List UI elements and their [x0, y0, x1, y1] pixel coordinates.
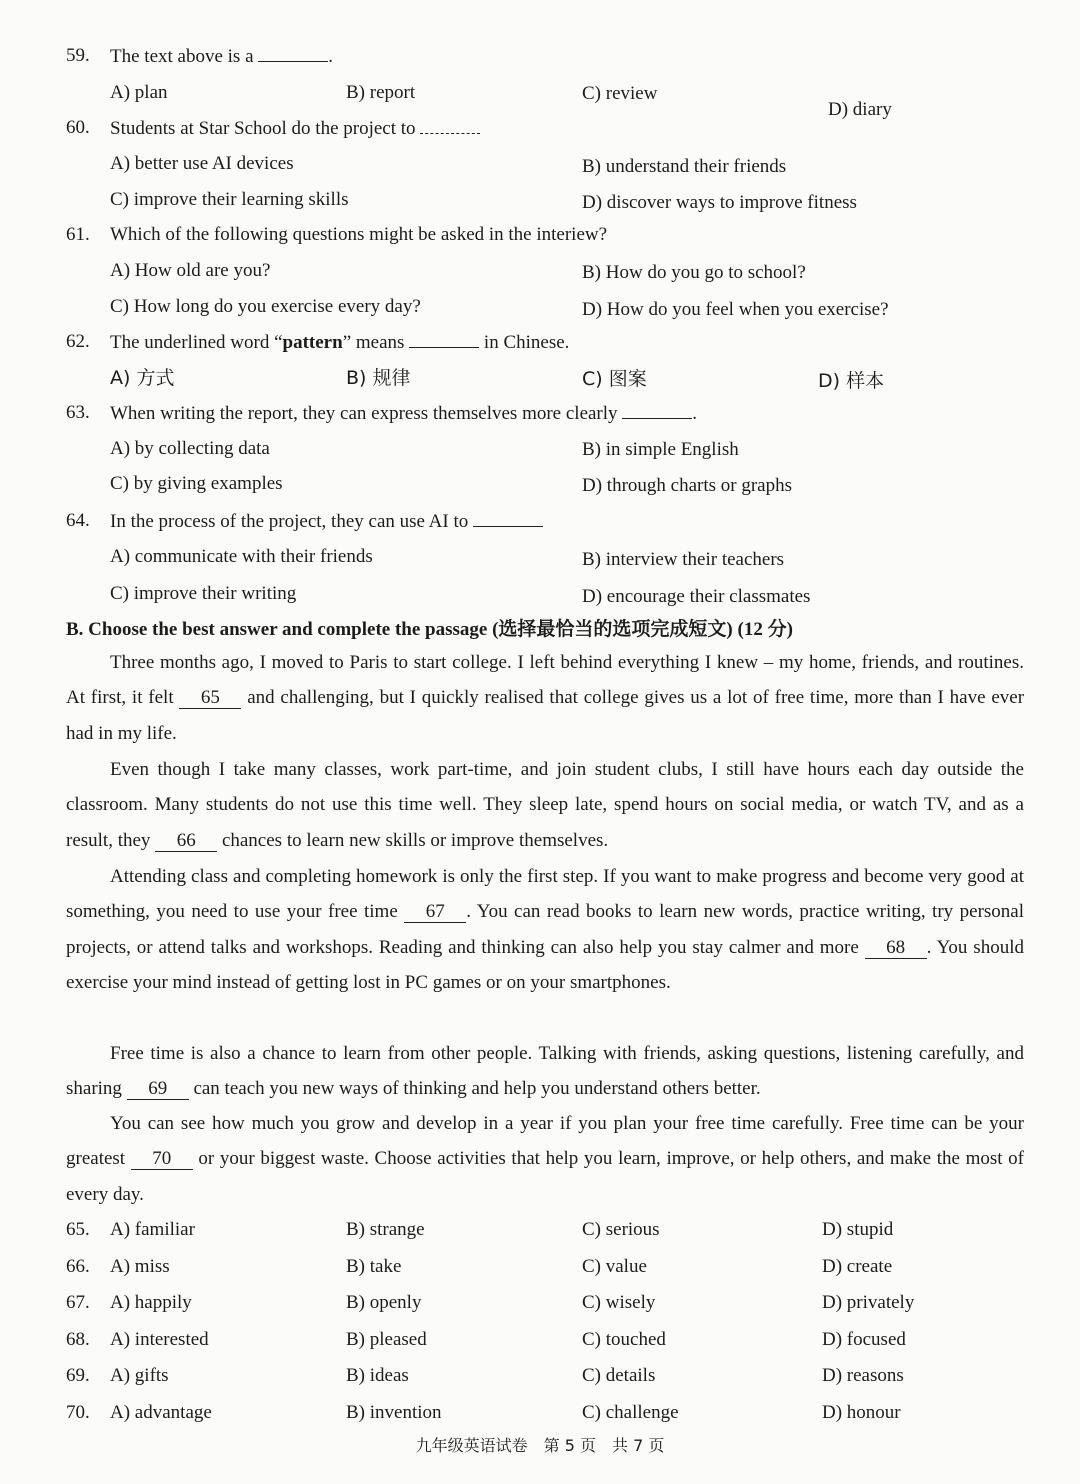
question-number: 60.	[66, 117, 90, 138]
option: C) serious	[582, 1219, 660, 1240]
passage-paragraph: You can see how much you grow and develop in a year if you plan your free time carefully. Free time can be your greatest 70 or your biggest waste. Choose activities that help you learn, improve, or help others, and make the most of every day.	[66, 1113, 1025, 1205]
option: B) report	[346, 82, 416, 103]
underlined-word: pattern	[282, 332, 343, 353]
option: A) advantage	[110, 1402, 212, 1423]
question-number: 59.	[66, 45, 90, 66]
blank-69: 69	[127, 1079, 189, 1100]
answer-blank	[473, 508, 543, 527]
blank-66: 66	[155, 831, 217, 852]
blank-67: 67	[404, 902, 466, 923]
option: D) diary	[828, 99, 892, 120]
option: D) discover ways to improve fitness	[582, 192, 857, 213]
question-number: 63.	[66, 402, 90, 423]
question-number: 62.	[66, 331, 90, 352]
option: A) interested	[110, 1329, 209, 1350]
section-b-heading: B. Choose the best answer and complete the passage (选择最恰当的选项完成短文) (12 分)	[66, 619, 793, 640]
question-text: Students at Star School do the project to	[110, 118, 416, 139]
option: A) happily	[110, 1292, 192, 1313]
question-suffix: in Chinese.	[483, 332, 570, 353]
option: B) openly	[346, 1292, 422, 1313]
question-text: When writing the report, they can express themselves more clearly	[110, 403, 618, 424]
option: D) stupid	[822, 1219, 894, 1240]
answer-blank	[622, 400, 692, 419]
answer-blank	[258, 43, 328, 62]
blank-70: 70	[131, 1149, 193, 1170]
question-number: 66.	[66, 1256, 90, 1277]
option: A) familiar	[110, 1219, 195, 1240]
passage-paragraph: Even though I take many classes, work part-time, and join student clubs, I still have hours each day outside the classroom. Many students do not use this time well. They sleep late, spend hours on social media, or watch TV, and as a result, they 66 chances to learn new skills or improve themselves.	[66, 759, 1024, 851]
option: A) How old are you?	[110, 260, 271, 281]
question-number: 65.	[66, 1219, 90, 1240]
option: D) create	[822, 1256, 893, 1277]
option: B) pleased	[346, 1329, 427, 1350]
question-text: The text above is a	[110, 46, 254, 67]
question-suffix: .	[328, 46, 334, 67]
option: D) reasons	[822, 1365, 904, 1386]
option: C) details	[582, 1365, 656, 1386]
option: A) communicate with their friends	[110, 546, 373, 567]
option: B) strange	[346, 1219, 425, 1240]
option: C) wisely	[582, 1292, 656, 1313]
option: B) How do you go to school?	[582, 262, 806, 283]
question-number: 64.	[66, 510, 90, 531]
option: D) honour	[822, 1402, 901, 1423]
question-text: ” means	[342, 332, 405, 353]
question-number: 61.	[66, 224, 90, 245]
option: C) touched	[582, 1329, 666, 1350]
option: C) by giving examples	[110, 473, 283, 494]
question-text: The underlined word “	[110, 332, 283, 353]
question-number: 70.	[66, 1402, 90, 1423]
option: B) 规律	[346, 367, 411, 389]
passage-paragraph: Free time is also a chance to learn from other people. Talking with friends, asking questions, listening carefully, and sharing 69 can teach you new ways of thinking and help you understand others better.	[66, 1043, 1024, 1100]
passage-paragraph: Three months ago, I moved to Paris to start college. I left behind everything I knew – my home, friends, and routines. At first, it felt 65 and challenging, but I quickly realised that college gives us a lot of free time, more than I have ever had in my life.	[66, 652, 1025, 744]
option: C) improve their writing	[110, 583, 297, 604]
answer-blank	[409, 329, 479, 348]
option: C) 图案	[582, 368, 647, 390]
option: D) focused	[822, 1329, 906, 1350]
question-text: In the process of the project, they can use AI to	[110, 511, 469, 532]
option: A) miss	[110, 1256, 170, 1277]
option: D) 样本	[818, 370, 885, 392]
question-number: 69.	[66, 1365, 90, 1386]
question-suffix: .	[692, 403, 698, 424]
option: B) in simple English	[582, 439, 739, 460]
option: D) through charts or graphs	[582, 475, 793, 496]
option: C) challenge	[582, 1402, 679, 1423]
option: B) ideas	[346, 1365, 409, 1386]
blank-68: 68	[865, 938, 927, 959]
option: A) plan	[110, 82, 168, 103]
option: A) 方式	[110, 367, 175, 389]
option: D) privately	[822, 1292, 915, 1313]
option: C) How long do you exercise every day?	[110, 296, 421, 317]
option: C) review	[582, 83, 658, 104]
option: A) by collecting data	[110, 438, 270, 459]
option: C) improve their learning skills	[110, 189, 349, 210]
blank-65: 65	[179, 688, 241, 709]
option: B) invention	[346, 1402, 442, 1423]
option: D) encourage their classmates	[582, 586, 811, 607]
passage-paragraph: Attending class and completing homework is only the first step. If you want to make progress and become very good at something, you need to use your free time 67 . You can read books to learn new words, practice writing, try personal projects, or attend talks and workshops. Reading and thinking can also help you stay calmer and more 68 . You should exercise your mind instead of getting lost in PC games or on your smartphones.	[66, 866, 1024, 993]
question-number: 67.	[66, 1292, 90, 1313]
page-footer: 九年级英语试卷 第 5 页 共 7 页	[415, 1436, 665, 1455]
option: B) interview their teachers	[582, 549, 785, 570]
option: B) take	[346, 1256, 402, 1277]
option: C) value	[582, 1256, 647, 1277]
answer-blank	[420, 115, 480, 134]
question-text: Which of the following questions might be asked in the interiew?	[110, 224, 608, 245]
option: B) understand their friends	[582, 156, 787, 177]
question-number: 68.	[66, 1329, 90, 1350]
option: D) How do you feel when you exercise?	[582, 299, 889, 320]
option: A) better use AI devices	[110, 153, 294, 174]
option: A) gifts	[110, 1365, 169, 1386]
